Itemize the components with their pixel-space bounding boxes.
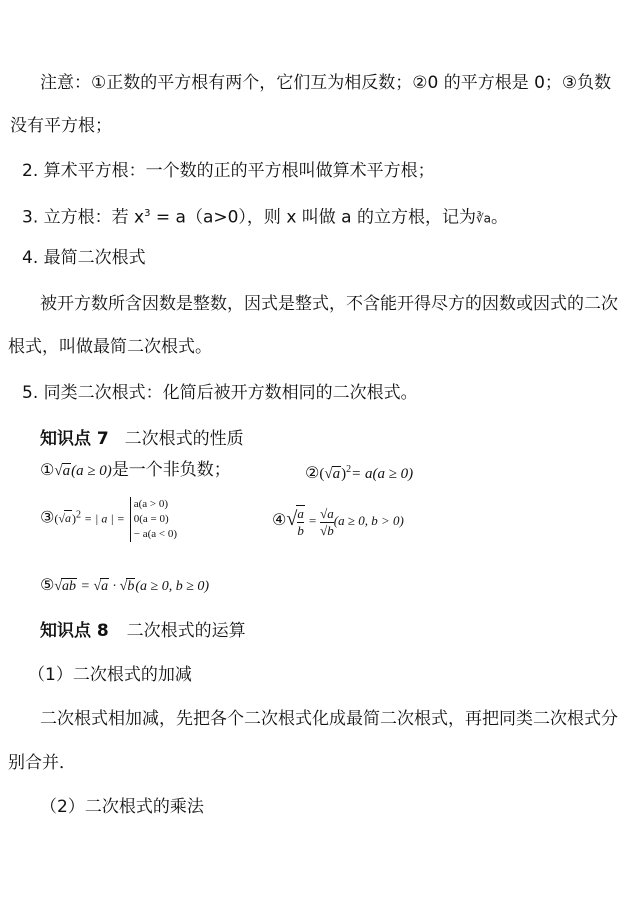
property-5-condition: (a ≥ 0, b ≥ 0) — [135, 579, 210, 594]
property-3: $③(√a)^2$ = | a | = a(a > 0) 0(a = 0) − a(a < 0) — [40, 498, 177, 540]
kp7-label: 知识点 7 — [40, 429, 109, 449]
item-4-heading: 4. 最简二次根式 — [22, 248, 146, 268]
property-2: $②(√a)^2= a(a \ge 0)$ — [305, 463, 414, 482]
property-5: ⑤√ab = √a · √b(a ≥ 0, b ≥ 0) — [40, 575, 210, 594]
item-4-body-2: 根式，叫做最简二次根式。 — [8, 337, 212, 357]
item-2: 2. 算术平方根：一个数的正的平方根叫做算术平方根； — [22, 161, 435, 181]
property-1-number: ① — [40, 460, 55, 479]
item-3-end: 。 — [491, 207, 509, 228]
property-4: ④√ $\frac{a}{b}$ = $\frac{√a}{√b}$ (a ≥ 0, b > 0) — [272, 505, 404, 538]
property-1-text: 是一个非负数； — [111, 460, 231, 480]
property-1: ①√a(a ≥ 0)是一个非负数； — [40, 460, 231, 480]
property-1-radicand: a — [62, 463, 71, 479]
sub-1-body-1: 二次根式相加减，先把各个二次根式化成最简二次根式，再把同类二次根式分 — [40, 709, 618, 729]
note-line-1: 注意：①正数的平方根有两个，它们互为相反数；②0 的平方根是 0；③负数 — [40, 73, 612, 93]
kp8-heading — [40, 620, 246, 642]
kp7-title: 二次根式的性质 — [124, 429, 244, 449]
property-3-case-1: a(a > 0) — [133, 498, 169, 510]
cube-root-symbol: ∛a — [476, 211, 492, 226]
kp8-title: 二次根式的运算 — [126, 621, 246, 641]
property-4-condition: (a ≥ 0, b > 0) — [333, 512, 404, 528]
property-3-number: ③ — [40, 507, 55, 527]
sub-2-heading: （2）二次根式的乘法 — [40, 797, 204, 817]
sub-1-heading: （1）二次根式的加减 — [28, 665, 192, 685]
item-3-sup: 3 — [144, 208, 151, 219]
property-5-number: ⑤ — [40, 575, 55, 594]
property-3-case-3: − a(a < 0) — [133, 528, 177, 540]
property-3-lhs: = | a | = — [83, 511, 125, 526]
item-3-prefix: 3. 立方根：若 x — [22, 207, 145, 228]
kp7-heading — [40, 428, 244, 450]
item-4-body-1: 被开方数所含因数是整数，因式是整式，不含能开得尽方的因数或因式的二次 — [40, 294, 618, 314]
item-3-suffix: = a（a>0），则 x 叫做 a 的立方根，记为 — [150, 207, 477, 228]
property-1-condition: (a ≥ 0) — [71, 463, 112, 479]
property-2-expr: = a(a ≥ 0) — [351, 466, 414, 482]
property-3-case-2: 0(a = 0) — [133, 513, 169, 525]
item-5: 5. 同类二次根式：化简后被开方数相同的二次根式。 — [22, 383, 418, 403]
property-2-number: ② — [305, 463, 320, 482]
sub-1-body-2: 别合并． — [8, 753, 76, 773]
note-line-2: 没有平方根； — [10, 116, 112, 136]
property-3-cases — [130, 497, 177, 542]
kp8-label: 知识点 8 — [40, 621, 109, 641]
property-4-number: ④ — [272, 509, 287, 529]
item-3 — [22, 203, 508, 230]
